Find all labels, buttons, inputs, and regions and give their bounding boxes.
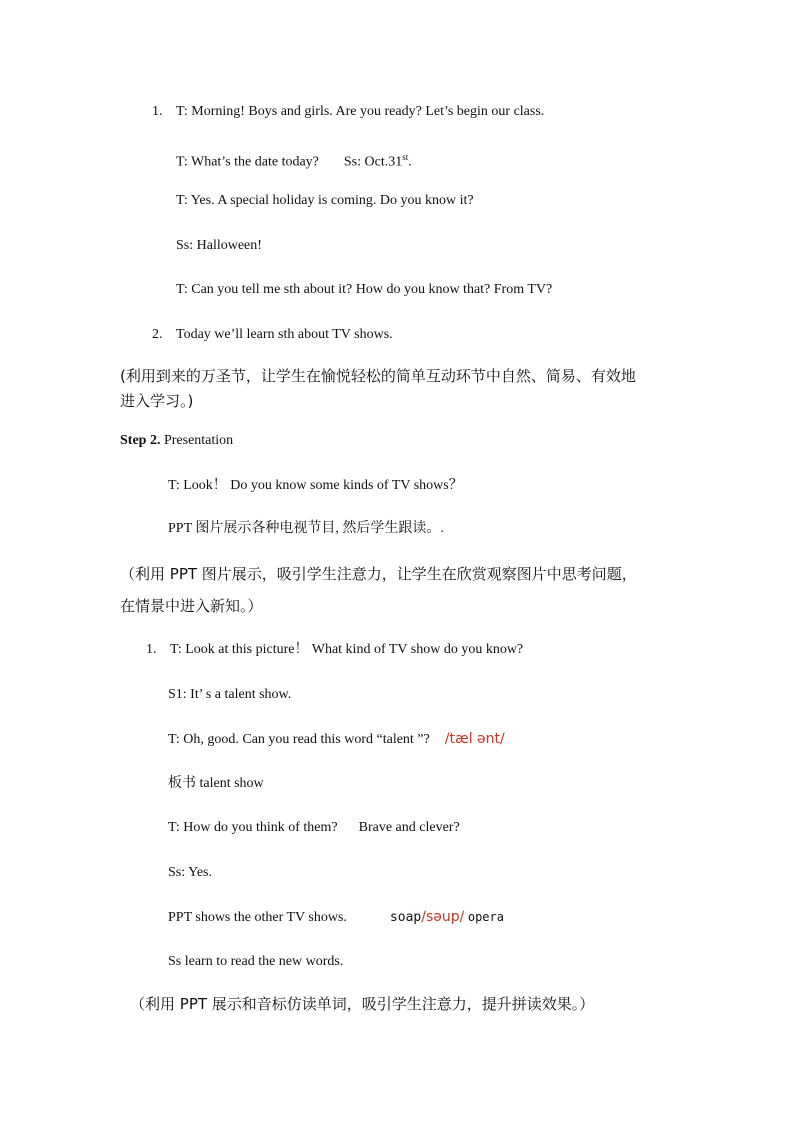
phonetic-soap: /səup/ [421,909,465,925]
ppt-shows [168,908,504,927]
dialogue-line: T: Oh, good. Can you read this word “talent ”? [168,732,430,747]
list-number: 2. [152,327,163,342]
dialogue-line: PPT shows the other TV shows. [168,910,347,925]
dialogue-line: T: Look at this picture！ What kind of TV show do you know? [170,642,524,657]
dialogue-line: T: What’s the date today? [176,154,319,170]
teaching-note: (利用到来的万圣节，让学生在愉悦轻松的简单互动环节中自然、简易、有效地 [120,367,636,385]
step-heading [120,432,233,450]
dialogue-line: PPT 图片展示各种电视节目, 然后学生跟读。. [168,521,444,536]
dialogue-line: Ss: Yes. [168,865,212,880]
superscript: st [402,152,409,162]
dialogue-line: Ss learn to read the new words. [168,954,344,969]
dialogue-line: T: Can you tell me sth about it? How do you know that? From TV? [176,282,553,297]
dialogue-line: T: Yes. A special holiday is coming. Do you know it? [176,193,474,208]
dialogue-line: T: How do you think of them? [168,820,338,835]
dialogue-line: 板书 talent show [168,776,264,791]
teaching-note: （利用 PPT 展示和音标仿读单词，吸引学生注意力，提升拼读效果。） [130,995,595,1013]
teaching-note: 在情景中进入新知。） [120,597,263,615]
phonetic-talent: /tæl ənt/ [444,731,505,747]
dialogue-line: Brave and clever? [358,820,460,835]
dialogue-line: S1: It’ s a talent show. [168,687,292,702]
presentation-item-1 [146,641,523,659]
board-note [168,775,264,793]
teaching-note: 进入学习。) [120,392,194,410]
list-number: 1. [146,642,157,657]
list-number: 1. [152,104,163,119]
period: . [408,154,412,170]
dialogue-line: T: Morning! Boys and girls. Are you ready? Let’s begin our class. [176,104,545,119]
intro-item-2 [152,326,393,344]
dialogue-line: Ss: Oct.31 [343,154,403,170]
dialogue-line: Ss: Halloween! [176,238,262,253]
dialogue-line: Today we’ll learn sth about TV shows. [176,327,393,342]
intro-item-1 [152,103,544,121]
word-soap: soap [389,910,422,925]
word-opera: opera [467,910,504,924]
dialogue-think [168,819,460,837]
dialogue-date [176,148,412,172]
teaching-note: （利用 PPT 图片展示，吸引学生注意力，让学生在欣赏观察图片中思考问题， [120,565,637,583]
step-label: Step 2. [120,433,161,448]
dialogue-line: T: Look！ Do you know some kinds of TV shows？ [168,478,463,493]
dialogue-talent [168,730,505,749]
step-title: Presentation [163,433,234,448]
